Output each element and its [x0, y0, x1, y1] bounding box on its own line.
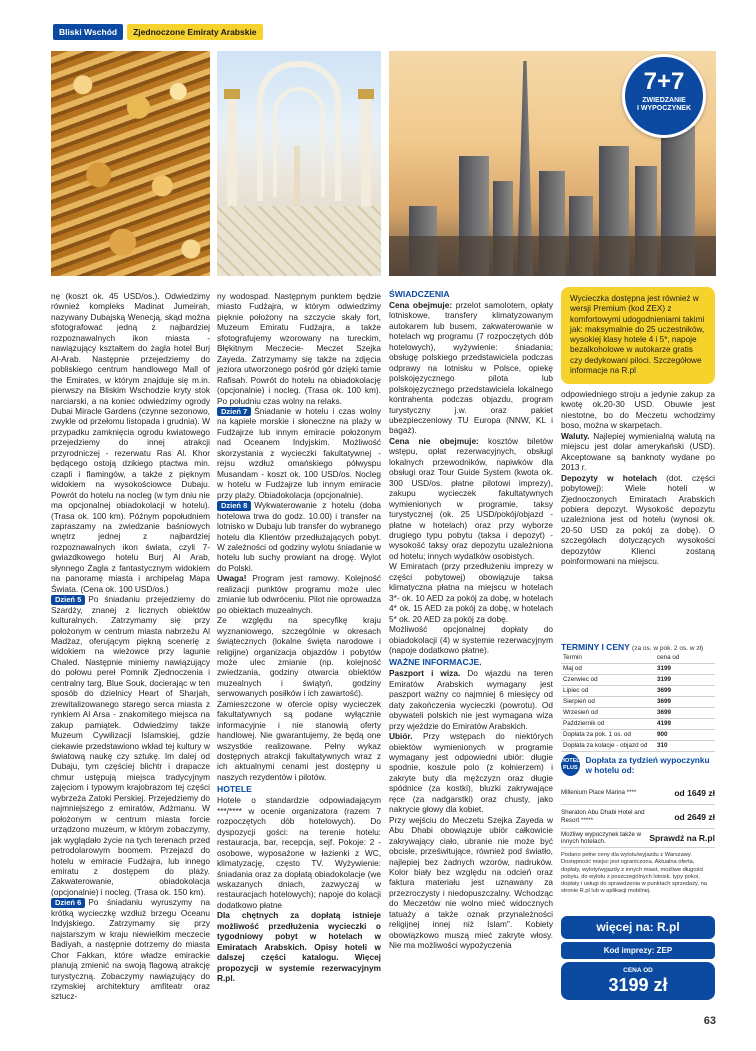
dress-label: Ubiór.: [389, 731, 413, 742]
hotel-plus-icon: HOTEL PLUS: [561, 754, 580, 776]
program-column-2: [217, 291, 381, 984]
breadcrumb-country[interactable]: Zjednoczone Emiraty Arabskie: [127, 24, 262, 40]
price-value: 3199 zł: [608, 975, 668, 995]
price-row: [561, 719, 715, 730]
currency-text: Najlepiej wymienialną walutą na miejscu jest dolar amerykański (USD). Akceptowane są banknoty wydane po 2013 r.: [561, 430, 715, 473]
mosque-photo: [217, 51, 381, 276]
excludes-label: Cena nie obejmuje:: [389, 435, 479, 446]
badge-line2: I WYPOCZYNEK: [636, 105, 692, 112]
price-row: [561, 730, 715, 741]
mosque-dress-text: Przy wejściu do Meczetu Szejka Zayeda w Abu Dhabi obowiązuje ubiór całkowicie zakrywający ciało, ubranie nie może być obcisłe, prześwitujące, również pod światło, najlepiej bez żadnych wzorów, nadruków. Kolor biały bez względu na odcień oraz faktura materiału jest uznawany za przezroczysty i niedopuszczalny. Wchodząc do Meczetów nie wolno mieć widocznych tatuaży a także oznak przynależności religijnej innej niż Islam". Kobiety obowiązkowo muszą mieć zakryte włosy. Nie ma możliwości wypożyczenia: [389, 814, 553, 951]
hotel-price: Sprawdź na R.pl: [649, 833, 715, 843]
excludes-text: kosztów biletów wstępu, opłat rezerwacyjnych, obsługi lokalnych przewodników, napiwków dla obsługi oraz Tour Guide System (kwota ok. 300 USD/os. płatne pilotowi imprezy), zakupu wycieczek fakultatywnych wymienionych w programie, taksy turystycznej (ok. 25 USD/pokój/objazd - płatne w hotelach) oraz przy wyborze drugiego typu pobytu (taksa i depozyt) - wysokość taksy oraz depozytu uzależniona od hotelu; innych wydatków osobistych.: [389, 435, 553, 561]
price-row: [561, 708, 715, 719]
day8-text: Wykwaterowanie z hotelu (doba hotelowa trwa do godz. 10.00) i transfer na lotnisko w Dubaju lub transfer do wybranego hotelu dla Klientów przedłużających pobyt. W zależności od godziny wylotu śniadanie w hotelu lub suchy prowiant na drogę. Wylot do Polski.: [217, 500, 381, 573]
price-box[interactable]: [561, 962, 715, 1000]
uwaga-label: Uwaga!: [217, 573, 247, 584]
deposits-text: (dot. części pobytowej): Wiele hoteli w Zjednoczonych Emiratach Arabskich pobiera depozyt. Wysokość depozytu uzależniona jest od hotelu (wynosi ok. 20-50 USD za pokój za dobę). O szczegółach dotyczących wysokości depozytów Klienci zostaną poinformowani na miejscu.: [561, 472, 715, 567]
climate-tax-note: W Emiratach (przy przedłużeniu imprezy w części pobytowej) obowiązuje taksa klimatyczna płatna na miejscu w hotelach 3*- ok. 10 AED za pokój za dobę, w hotelach 4* ok. 15 AED za pokój za dobę, w hotelach 5* ok. 20 AED za pokój za dobę.: [389, 561, 553, 624]
mosque-dress-continuation: odpowiedniego stroju a jedynie zakup za kwotę ok.20-30 USD. Obuwie jest niestotne, bo do Meczetu wchodzimy boso, można w skarpetach.: [561, 389, 715, 431]
day5-text: Po śniadaniu przejedziemy do Szardży, znanej z licznych obiektów kulturalnych. Zatrzymamy się przy położonym w centrum miasta nabrzeżu Al Madżaz, oferującym piękną scenerię z widokiem na wieżowce przy lagunie Chaled. Następnie miniemy nawiązujący do połowu pereł Pomnik Zjednoczenia i centralny targ, Blue Souk, docierając w ten sposób do dzielnicy Heart of Sharjah, zrewitalizowanego starego serca miasta z rynkiem Al Arsa - znakomitego miejsca na zakup pamiątek. Odwiedzimy także Muzeum Cywilizacji Islamskiej, gdzie ciekawie przedstawiono wkład tej kultury w światową naukę czy sztukę. Im dalej od Dubaju, tym częściej blichtr i drapacze chmur ustępują miejsca tradycyjnym zajęciom i typowym krajobrazom tej części wybrzeża Zatoki Perskiej. Przejedziemy do najmniejszego z emiratów, Adżmanu. W położonym w centrum miasta forcie urządzono muzeum, w którym zobaczymy, jak wyglądało życie na tych terenach przed petrodolarowym boomem. Przejazd do hotelu w emiracie Fudżajra, lub innego emiratu z dostępem do plaży. Zakwaterowanie, obiadokolacja (opcjonalnie) i nocleg. (Trasa ok. 150 km).: [51, 594, 210, 897]
day6-continuation: ny wodospad. Następnym punktem będzie miasto Fudżajra, w którym odwiedzimy pięknie położony na szczycie skały fort, Muzeum Emiratu Fudżajra, a także sfotografujemy wzorowany na tureckim, Błękitnym Meczecie- Meczet Szejka Zayeda. Zatrzymamy się także na zdjęcia jeziora utworzonego pośród gór dzięki tamie Rafisah. Powrót do hotelu na obiadokolację (opcjonalnie) i nocleg. (Trasa ok. 100 km). Po południu czas wolny na relaks.: [217, 291, 381, 406]
price-term: Dopłata za pok. 1 os. od: [561, 730, 655, 741]
day5-label: Dzień 5: [51, 595, 85, 605]
day6-text: Po śniadaniu wyruszymy na krótką wycieczkę wzdłuż brzegu Oceanu Indyjskiego. Zatrzymamy się przy najstarszym w kraju niewielkim meczecie Badiyah, a następnie dotrzemy do miasta Chor Fakkan, które władze emirackie planują zmienić na swoją flagową atrakcję turystyczną. Zobaczymy nawiązujący do rzymskiej architektury amfiteatr oraz sztucz-: [51, 897, 210, 1002]
price-value: 4199: [655, 719, 715, 730]
price-term: Dopłata za kolacje - objazd od: [561, 741, 655, 752]
price-label: CENA OD: [623, 967, 653, 974]
prices-title-text: TERMINY I CENY: [561, 642, 630, 652]
hotels-heading: HOTELE: [217, 784, 252, 795]
day7-text: Śniadanie w hotelu i czas wolny na kąpiele morskie i słoneczne na plaży w Fudżajrze lub innym emiracie położonym nad Oceanem Indyjskim. Możliwość skorzystania z wycieczki fakultatywnej - rejsu wzdłuż omańskiego półwyspu Musandam - koszt ok. 100 USD/os. Nocleg w hotelu w Fudżajrze lub innym emiracie przy plaży. Obiadokolacja (opcjonalnie).: [217, 405, 381, 500]
price-term: Wrzesień od: [561, 708, 655, 719]
prices-title: [561, 642, 703, 652]
price-value: 3699: [655, 686, 715, 697]
passport-label: Paszport i wiza.: [389, 668, 461, 679]
important-info-heading: WAŻNE INFORMACJE.: [389, 657, 482, 668]
price-row: [561, 675, 715, 686]
price-row: [561, 686, 715, 697]
prices-header-price: cena od: [655, 653, 715, 664]
sightseeing-and-leisure-badge: [622, 54, 706, 138]
hotel-row[interactable]: [561, 805, 715, 829]
currency-label: Waluty.: [561, 430, 590, 441]
program-column-3: [389, 289, 553, 951]
hotel-row[interactable]: [561, 781, 715, 805]
premium-version-box: [561, 287, 715, 384]
program-column-1: [51, 291, 210, 1002]
hotel-plus-header: [561, 752, 715, 778]
day8-label: Dzień 8: [217, 501, 251, 511]
price-row: [561, 741, 715, 752]
price-row: [561, 697, 715, 708]
religious-note: Ze względu na specyfikę kraju wyznaniowego, szczególnie w okresach świątecznych (lokalne święta narodowe i religijne) organizacja objazdów i pobytów może ulec zmianie (np. kolejność zwiedzania, godziny otwarcia obiektów muzealnych i świątyń, godziny serwowanych posiłków i ich zawartość).: [217, 615, 381, 699]
page-number: 63: [703, 1015, 716, 1027]
services-heading: ŚWIADCZENIA: [389, 289, 450, 299]
badge-number: 7+7: [643, 68, 685, 95]
hotel-row[interactable]: [561, 829, 715, 848]
hotel-price: od 2649 zł: [674, 811, 715, 822]
pricing-footnote: Podano pełne ceny dla wylotu/wyjazdu z Warszawy. Dostępność miejsc jest ograniczona. Aktualna oferta, dopłaty, wyloty/wyjazdy z innych miast, możliwe długości pobytu, do wylotu z poszczególnych lotnisk, typy pokoi, dopłaty i usługi do sprawdzenia w punktach sprzedaży, na stronie R.pl lub w aplikacji mobilnej.: [561, 852, 707, 895]
price-term: Październik od: [561, 719, 655, 730]
price-value: 3199: [655, 664, 715, 675]
day7-label: Dzień 7: [217, 407, 251, 417]
breadcrumb: [53, 24, 263, 40]
includes-text: przelot samolotem, opłaty lotniskowe, transfery klimatyzowanym autokarem lub busem, zakwaterowanie w hotelach wg programu (7 rozpoczętych dób hotelowych), wyżywienie: śniadania; obsługę polskiego przedstawiciela podczas odprawy na lotnisku w Polsce, opiekę polskojęzycznego pilota lub polskojęzycznego przedstawiciela lokalnego kontrahenta podczas objazdu, program turystyczny j.w. oraz pakiet ubezpieczeniowy TU Europa (NNW, KL i bagaż).: [389, 300, 553, 436]
day4-continuation: nę (koszt ok. 45 USD/os.). Odwiedzimy również kompleks Madinat Jumeirah, nazywany Dubajską Wenecją, skąd można sfotografować jedną z najbardziej rozpoznawalnych ikon miasta - nawiązujący kształtem do żagla hotel Burj Al-Arab. Następnie przejedziemy do pobliskiego centrum handlowego Mall of the Emirates, w którym znajduje się m.in. pierwszy na Bliskim Wschodzie kryty stok narciarski, a na koniec odwiedzimy ogrody Dubai Miracle Gardens (czynne sezonowo, zwykle od przełomu listopada i grudnia). W przypadku zamknięcia ogrodu kwiatowego przejedziemy do innej atrakcji przyrodniczej - rezerwatu Ras Al. Khor będącego ostoją dzikiego ptactwa min. czapli i flamingów, a także z pięknym widokiem na wysokościowce Dubaju. Powrót do hotelu na nocleg (w tym dniu nie ma opcjonalnej obiadokolacji w hotelu). (Trasa ok. 100 km). Późnym popołudniem zapraszamy na zwiedzanie baśniowych wnętrz jednej z najbardziej rozpoznawalnych ikon świata, czyli 7- gwiazdkowego hotelu Burj Al Arab, słynnego Żagla z fantastycznym widokiem na panoramę miasta i archipelag Mapa Świata. (Cena ok. 100 USD/os.): [51, 291, 210, 594]
hotel-price: od 1649 zł: [674, 787, 715, 798]
price-value: 900: [655, 730, 715, 741]
price-term: Sierpień od: [561, 697, 655, 708]
premium-version-text: Wycieczka dostępna jest również w wersji Premium (kod ZEX) z komfortowymi udogodnieniami takimi jak: maksymalnie do 25 uczestników, wysokiej klasy hotele 4 i 5*, napoje bezalkoholowe w autokarze gratis czy dedykowani piloci. Szczegółowe informacje na R.pl: [570, 294, 705, 376]
prices-table: [561, 653, 715, 752]
passport-text: Do wjazdu na teren Emiratów Arabskich wymagany jest paszport ważny co najmniej 6 miesięcy od daty zakończenia wycieczki (powrotu). Od obywateli polskich nie jest wymagana wiza przy wjeździe do Emiratów Arabskich.: [389, 668, 553, 731]
hotels-text: Hotele o standardzie odpowiadającym ***/**** w ocenie organizatora (razem 7 rozpoczętych dób hotelowych). Do dyspozycji gości: na terenie hotelu: restauracja, bar, recepcja, sejf. Pokoje: 2 - osobowe, wyposażone w łazienki z WC, klimatyzację, często TV. Wyżywienie: śniadania oraz za dopłatą obiadokolacje (we wskazanych dniach, zazwyczaj w restauracjach hotelowych); napoje do kolacji dodatkowo płatne: [217, 795, 381, 910]
hotel-plus-title: Dopłata za tydzień wypoczynku w hotelu od:: [585, 755, 710, 775]
dress-text: Przy wstępach do niektórych obiektów wymienionych w programie wymagany jest odpowiedni ubiór: długie spodnie, koszule polo (z kołnierzem) i zakryte buty dla mężczyzn oraz długie spódnice (za kostki), bluzki zakrywające ręce (za nadgarstki) oraz chusty, jako nakrycie głowy dla kobiet.: [389, 731, 553, 815]
price-term: Czerwiec od: [561, 675, 655, 686]
price-value: 3699: [655, 708, 715, 719]
deposits-label: Depozyty w hotelach: [561, 472, 657, 483]
price-value: 310: [655, 741, 715, 752]
price-value: 3699: [655, 697, 715, 708]
price-term: Lipiec od: [561, 686, 655, 697]
uwaga-text: Program jest ramowy. Kolejność realizacji punktów programu może ulec zmianie lub odwróceniu. Pilot nie oprowadza po obiektach muzealnych.: [217, 573, 381, 615]
hotel-name: Sheraton Abu Dhabi Hotel and Resort *****: [561, 809, 645, 824]
hotel-name: Millenium Place Marina ****: [561, 788, 637, 796]
gold-souk-photo: [51, 51, 210, 276]
prices-header-term: Termin: [561, 653, 655, 664]
price-row: [561, 664, 715, 675]
hotels-extension-note: Dla chętnych za dopłatą istnieje możliwość przedłużenia wycieczki o tygodniowy pobyt w hotelach w Emiratach Arabskich. Opisy hoteli w dalszej części katalogu. Więcej propozycji w systemie rezerwacyjnym R.pl.: [217, 910, 381, 984]
day6-label: Dzień 6: [51, 898, 85, 908]
price-term: Maj od: [561, 664, 655, 675]
includes-label: Cena obejmuje:: [389, 300, 453, 310]
info-column-4: [561, 389, 715, 567]
prices-subtitle: (za os. w pok. 2 os. w zł): [632, 645, 704, 652]
tour-code-badge: Kod imprezy: ZEP: [561, 942, 715, 959]
dinner-supplement-note: Możliwość opcjonalnej dopłaty do obiadokolacji (4) w systemie rezerwacyjnym (napoje dodatkowo płatne).: [389, 624, 553, 655]
optional-tours-note: Zamieszczone w ofercie opisy wycieczek fakultatywnych są podane wyłącznie informacyjnie i nie stanowią oferty handlowej. Nie gwarantujemy, że będą one wszystkie realizowane. Pełny wykaz dostępnych atrakcji fakultatywnych wraz z ich aktualnymi cenami jest dostępny u naszych rezydentów i pilotów.: [217, 698, 381, 782]
badge-line1: ZWIEDZANIE: [642, 97, 686, 104]
breadcrumb-region[interactable]: Bliski Wschód: [53, 24, 123, 40]
prices-header-row: [561, 653, 715, 664]
hotel-name: Możliwy wypoczynek także w innych hotelach.: [561, 830, 642, 845]
price-value: 3199: [655, 675, 715, 686]
more-info-button[interactable]: więcej na: R.pl: [561, 916, 715, 939]
